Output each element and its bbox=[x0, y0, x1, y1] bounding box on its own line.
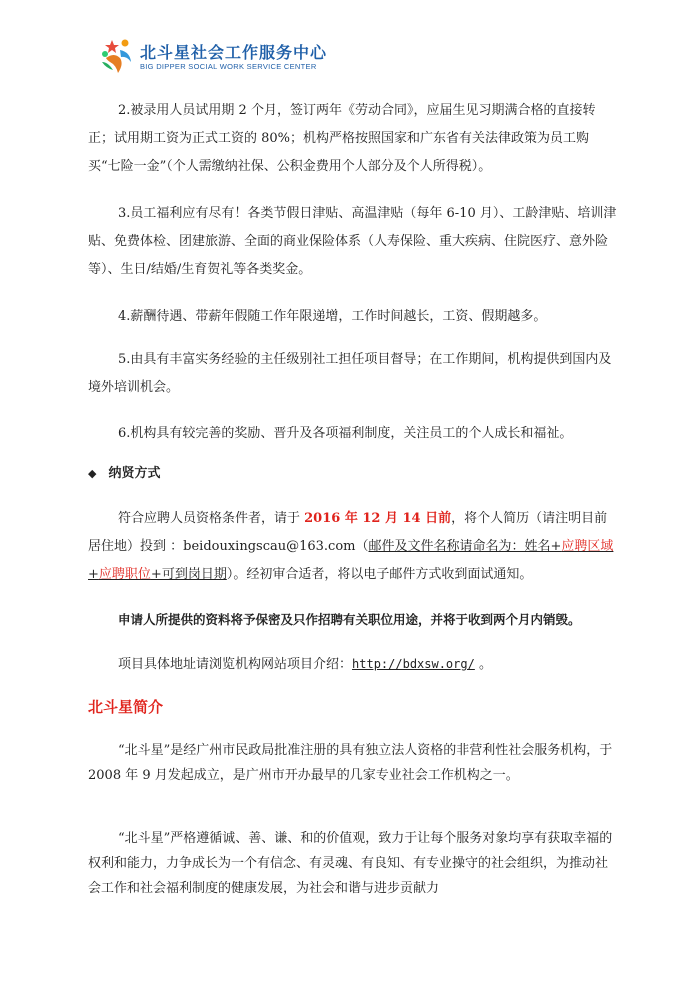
benefit-item-5: 5.由具有丰富实务经验的主任级别社工担任项目督导；在工作期间，机构提供到国内及境外培训机会。 bbox=[88, 352, 612, 395]
benefit-item-6: 6.机构具有较完善的奖励、晋升及各项福利制度，关注员工的个人成长和福祉。 bbox=[118, 426, 573, 441]
benefit-item-4: 4.薪酬待遇、带薪年假随工作年限递增，工作时间越长，工资、假期越多。 bbox=[118, 309, 547, 324]
benefit-item-3: 3.员工福利应有尽有！各类节假日津贴、高温津贴（每年 6-10 月）、工龄津贴、培训津贴、免费体检、团建旅游、全面的商业保险体系（人寿保险、重大疾病、住院医疗、意外险等）、生日/结婚/生育贺礼等各类奖金。 bbox=[88, 206, 617, 277]
email-address[interactable]: beidouxingscau@163.com bbox=[183, 539, 356, 554]
recruit-heading: ◆ 纳贤方式 bbox=[88, 466, 161, 481]
website-line: 项目具体地址请浏览机构网站项目介绍：http://bdxsw.org/ 。 bbox=[118, 657, 492, 672]
diamond-bullet-icon: ◆ bbox=[88, 467, 97, 480]
privacy-notice: 申请人所提供的资料将予保密及只作招聘有关职位用途，并将于收到两个月内销毁。 bbox=[118, 612, 581, 627]
benefit-item-2: 2.被录用人员试用期 2 个月，签订两年《劳动合同》，应届生见习期满合格的直接转正；试用期工资为正式工资的 80%；机构严格按照国家和广东省有关法律政策为员工购买“七险一金”（个人需缴纳社保、公积金费用个人部分及个人所得税）。 bbox=[88, 103, 596, 174]
recruit-paragraph: 符合应聘人员资格条件者，请于 2016 年 12 月 14 日前，将个人简历（请注明目前居住地）投到 ：beidouxingscau@163.com（邮件及文件名称请命名为：姓名+应聘区域+应聘职位+可到岗日期）。经初审合适者，将以电子邮件方式收到面试通知。 bbox=[88, 511, 614, 582]
org-name-cn: 北斗星社会工作服务中心 bbox=[140, 43, 328, 62]
naming-rule: 邮件及文件名称请命名为：姓名+应聘区域+应聘职位+可到岗日期 bbox=[88, 539, 614, 582]
deadline-text: 2016 年 12 月 14 日前 bbox=[304, 511, 452, 526]
intro-title: 北斗星简介 bbox=[88, 698, 164, 716]
intro-paragraph-1: “北斗星”是经广州市民政局批准注册的具有独立法人资格的非营利性社会服务机构，于 2008 年 9 月发起成立，是广州市开办最早的几家专业社会工作机构之一。 bbox=[88, 743, 613, 783]
intro-paragraph-2: “北斗星”严格遵循诚、善、谦、和的价值观，致力于让每个服务对象均享有获取幸福的权利和能力，力争成长为一个有信念、有灵魂、有良知、有专业操守的社会组织，为推动社会工作和社会福利制度的健康发展，为社会和谐与进步贡献力 bbox=[88, 831, 613, 896]
website-link[interactable]: http://bdxsw.org/ bbox=[352, 657, 475, 671]
logo-icon bbox=[100, 38, 134, 74]
org-name-en: BIG DIPPER SOCIAL WORK SERVICE CENTER bbox=[140, 62, 317, 71]
